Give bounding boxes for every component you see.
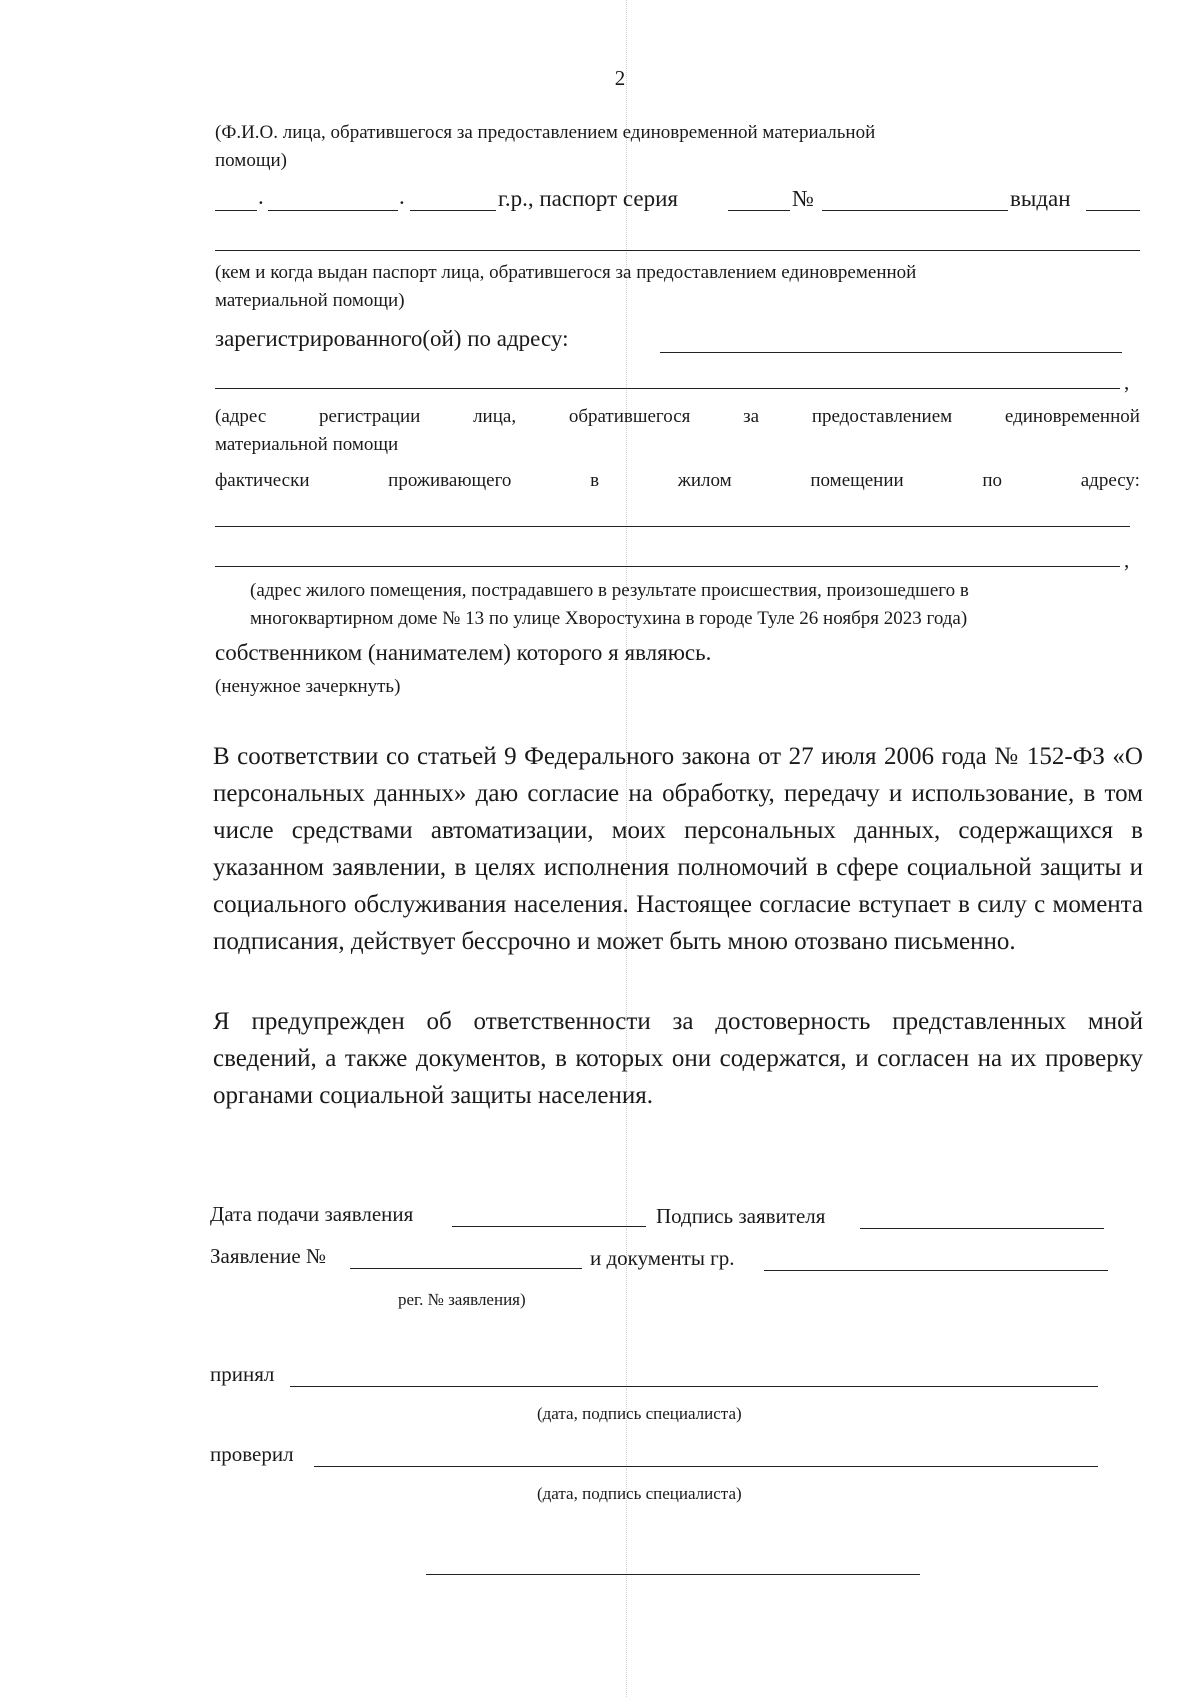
fio-caption-line2: помощи) bbox=[215, 150, 287, 171]
birth-day-field[interactable] bbox=[215, 210, 257, 211]
passport-number-field[interactable] bbox=[822, 210, 1008, 211]
owner-text: собственником (нанимателем) которого я являюсь. bbox=[215, 640, 712, 665]
dwelling-caption-line2: многоквартирном доме № 13 по улице Хворостухина в городе Туле 26 ноября 2023 года) bbox=[250, 608, 968, 629]
consent-paragraph: В соответствии со статьей 9 Федерального закона от 27 июля 2006 года № 152-ФЗ «О персональных данных» даю согласие на обработку, передачу и использование, в том числе средствами автоматизации, моих персональных данных, содержащихся в указанном заявлении, в целях исполнения полномочий в сфере социальной защиты и социального обслуживания населения. Настоящее согласие вступает в силу с момента подписания, действует бессрочно и может быть мною отозвано письменно. bbox=[213, 743, 1143, 955]
actual-word-5: помещении bbox=[810, 470, 904, 491]
reg-word-4: обратившегося bbox=[568, 406, 691, 427]
birth-year-field[interactable] bbox=[410, 210, 496, 211]
bottom-separator-line bbox=[426, 1574, 920, 1575]
actual-word-1: фактически bbox=[215, 470, 310, 491]
actual-word-3: в bbox=[590, 470, 600, 491]
reg-word-2: регистрации bbox=[319, 406, 421, 427]
birth-suffix-label: г.р., паспорт серия bbox=[498, 186, 678, 211]
reg-word-5: за bbox=[743, 406, 760, 427]
registered-address-field-2[interactable] bbox=[215, 388, 1120, 389]
passport-caption-line2: материальной помощи) bbox=[215, 290, 405, 311]
actual-address-field[interactable] bbox=[215, 526, 1130, 527]
checked-label: проверил bbox=[210, 1442, 294, 1466]
application-number-label: Заявление № bbox=[210, 1244, 327, 1268]
reg-word-6: предоставлением bbox=[811, 406, 953, 427]
accepted-field[interactable] bbox=[290, 1386, 1098, 1387]
reg-word-7: единовременной bbox=[1004, 406, 1140, 427]
birth-sep-2: . bbox=[399, 184, 405, 209]
registered-address-field[interactable] bbox=[660, 352, 1122, 353]
reg-number-caption: рег. № заявления) bbox=[398, 1290, 526, 1309]
page-number: 2 bbox=[614, 66, 626, 90]
issued-by-field[interactable] bbox=[215, 250, 1140, 251]
passport-caption-line1: (кем и когда выдан паспорт лица, обратившегося за предоставлением единовременной bbox=[215, 262, 917, 283]
fio-caption-line1: (Ф.И.О. лица, обратившегося за предоставлением единовременной материальной bbox=[215, 122, 876, 143]
documents-field[interactable] bbox=[764, 1270, 1108, 1271]
registration-caption-line1 bbox=[215, 406, 1140, 428]
birth-month-field[interactable] bbox=[268, 210, 398, 211]
checked-caption: (дата, подпись специалиста) bbox=[537, 1484, 742, 1503]
signature-field[interactable] bbox=[860, 1228, 1104, 1229]
accepted-label: принял bbox=[210, 1362, 275, 1386]
registered-address-label: зарегистрированного(ой) по адресу: bbox=[215, 326, 569, 351]
birth-sep-1: . bbox=[258, 184, 264, 209]
signature-label: Подпись заявителя bbox=[656, 1204, 826, 1228]
documents-label: и документы гр. bbox=[590, 1246, 735, 1270]
reg-word-1: (адрес bbox=[215, 406, 267, 427]
comma-2: , bbox=[1124, 548, 1130, 572]
registration-caption-line2: материальной помощи bbox=[215, 434, 399, 455]
accepted-caption: (дата, подпись специалиста) bbox=[537, 1404, 742, 1423]
reg-word-3: лица, bbox=[473, 406, 517, 427]
actual-word-6: по bbox=[982, 470, 1003, 491]
issued-field-start[interactable] bbox=[1086, 210, 1140, 211]
comma-1: , bbox=[1124, 370, 1130, 394]
date-field[interactable] bbox=[452, 1226, 646, 1227]
checked-field[interactable] bbox=[314, 1466, 1098, 1467]
date-label: Дата подачи заявления bbox=[210, 1202, 414, 1226]
passport-series-field[interactable] bbox=[728, 210, 790, 211]
warning-paragraph: Я предупрежден об ответственности за достоверность представленных мной сведений, а также документов, в которых они содержатся, и согласен на их проверку органами социальной защиты населения. bbox=[213, 1008, 1143, 1109]
actual-address-field-2[interactable] bbox=[215, 566, 1120, 567]
dwelling-caption-line1: (адрес жилого помещения, пострадавшего в результате происшествия, произошедшего в bbox=[250, 580, 969, 601]
actual-word-7: адресу: bbox=[1080, 470, 1140, 491]
issued-label: выдан bbox=[1010, 186, 1071, 211]
actual-residence-row bbox=[215, 470, 1140, 492]
strike-note: (ненужное зачеркнуть) bbox=[215, 676, 401, 697]
application-number-field[interactable] bbox=[350, 1268, 582, 1269]
actual-word-2: проживающего bbox=[388, 470, 512, 491]
actual-word-4: жилом bbox=[677, 470, 732, 491]
passport-number-label: № bbox=[792, 186, 814, 211]
